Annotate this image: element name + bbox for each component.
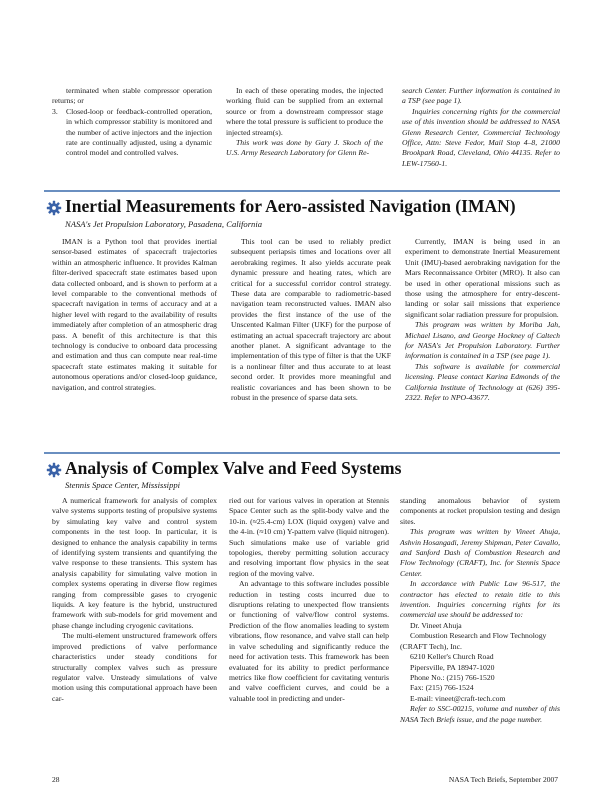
article-source: Stennis Space Center, Mississippi	[65, 480, 181, 490]
paragraph: The multi-element unstructured framework offers improved predictions of valve performance characteristics under steady conditions for structurally complex valves such as pressure regulator valve. Unsteady simulations of valve motion using this computational approach have been car-	[52, 631, 217, 703]
publication-name: NASA Tech Briefs, September 2007	[448, 775, 558, 784]
top-col1	[52, 86, 212, 159]
list-item-number: 3.	[52, 106, 58, 116]
article2-col3	[400, 496, 560, 725]
credit: This program was written by Moriba Jah, Michael Lisano, and George Hockney of Caltech for NASA's Jet Propulsion Laboratory. Further information is contained in a TSP (see page 1).	[405, 320, 560, 361]
top-col2	[226, 86, 383, 159]
page-number: 28	[52, 775, 60, 784]
address-line: 6210 Keller's Church Road	[410, 652, 494, 662]
address-line: Combustion Research and Flow Technology (CRAFT Tech), Inc.	[400, 631, 547, 651]
section-rule	[44, 452, 560, 454]
list-item-3	[52, 107, 212, 159]
legal-notice: In accordance with Public Law 96-517, the contractor has elected to retain title to this invention. Inquiries concerning rights for its commercial use should be addressed to:	[400, 579, 560, 620]
address-line: Fax: (215) 766-1524	[410, 683, 474, 693]
cont-line: terminated when stable compressor operation returns; or	[52, 86, 212, 106]
gear-icon	[46, 462, 62, 478]
section-rule	[44, 190, 560, 192]
article1-col3	[405, 237, 560, 404]
article2-col1	[52, 496, 217, 704]
top-col3	[402, 86, 560, 169]
inquiries: Inquiries concerning rights for the commercial use of this invention should be addressed to NASA Glenn Research Center, Commercial Technology Office, Attn: Steve Fedor, Mail Stop 4–8, 21000 Brookpark Road, Cleveland, Ohio 44135. Refer to LEW-17560-1.	[402, 106, 560, 168]
paragraph: IMAN is a Python tool that provides inertial sensor-based estimates of spacecraft trajectories within an atmospheric influence. It provides Kalman filter-derived spacecraft state estimates based upon data collected onboard, and is shown to perform at a level comparable to the conventional methods of spacecraft navigation in terms of accuracy and at a higher level with regard to the availability of results immediately after completion of an atmospheric drag pass. A benefit of this architecture is that this technology is conducive to onboard data processing and estimation and thus can compute near real-time spacecraft state estimates making it suitable for autonomous operations and/or closed-loop guidance, navigation, and control strategies.	[52, 237, 217, 392]
licensing: This software is available for commercial licensing. Please contact Karina Edmonds of the California Institute of Technology at (626) 395-2322. Refer to NPO-43677.	[405, 361, 560, 403]
article1-col1	[52, 237, 217, 393]
paragraph: A numerical framework for analysis of complex valve systems supports testing of propulsive systems by simulating key valve and control system components in the test loop. In particular, it is designed to enhance the analysis capability in terms of identifying system transients and quantifying the valve response to these transients. This system has analysis capability for simulating valve motion in complex systems operating in diverse flow regimes ranging from compressible gases to cryogenic liquids. A key feature is the hybrid, unstructured framework with sub-models for grid movement and phase change including cryogenic cavitations.	[52, 496, 217, 630]
article-source: NASA's Jet Propulsion Laboratory, Pasadena, California	[65, 219, 263, 229]
article-title: Analysis of Complex Valve and Feed Systems	[65, 458, 402, 478]
address-line: Phone No.: (215) 766-1520	[410, 672, 495, 682]
paragraph: Currently, IMAN is being used in an experiment to demonstrate Inertial Measurement Unit (IMU)-based aerobraking navigation for the Mars Reconnaissance Orbiter (MRO). It also can be used in other operational missions such as those using the atmosphere for entry-descent-landing or solar sail missions that experience significant solar radiation pressure for propulsion.	[405, 237, 560, 319]
credit: This work was done by Gary J. Skoch of the U.S. Army Research Laboratory for Glenn Re-	[226, 138, 383, 158]
article2-col2	[229, 496, 389, 704]
paragraph: ried out for various valves in operation at Stennis Space Center such as the split-body valve and the 10-in. (≈25.4-cm) LOX (liquid oxygen) valve and the 4-in. (≈10 cm) Y-pattern valve (liquid nitrogen). Such simulations make use of variable grid topologies, thereby permitting solution accuracy and resolving important flow physics in the seat region of the moving valve.	[229, 496, 389, 578]
list-item-text: Closed-loop or feedback-controlled operation, in which compressor stability is monitored and the number of active injectors and the injection rate are continually adjusted, using a dynamic control model and controlled valves.	[66, 106, 212, 158]
address-line: E-mail: vineet@craft-tech.com	[410, 693, 506, 703]
paragraph: In each of these operating modes, the injected working fluid can be supplied from an external source or from a downstream compressor stage where the total pressure is sufficient to produce the injected stream(s).	[226, 86, 383, 137]
paragraph: An advantage to this software includes possible reduction in testing costs incurred due to disruptions relating to unexpected flow transients or functioning of valve/flow control systems. Prediction of the flow anomalies leading to system vibrations, flow resonance, and valve stall can help in valve scheduling and significantly reduce the need for activation tests. This framework has been evaluated for its ability to predict performance metrics like flow coefficient for cavitating venturis and valve coefficient curves, and could be a valuable tool in predicting and under-	[229, 579, 389, 703]
address-line: Pipersville, PA 18947-1020	[410, 662, 495, 672]
article1-col2	[231, 237, 391, 404]
credit: This program was written by Vineet Ahuja, Ashvin Hosangadi, Jeremy Shipman, Peter Cavallo, and Sanford Dash of Combustion Research and Flow Technology (CRAFT), Inc. for Stennis Space Center.	[400, 527, 560, 578]
paragraph: This tool can be used to reliably predict subsequent periapsis times and locations over all aerobraking regimes. It also yields accurate peak dynamic pressure and heating rates, which are critical for a successful corridor control strategy. These data are comparable to radiometric-based navigation team reconstructed values. IMAN also provides the first instance of the use of the Unscented Kalman Filter (UKF) for the purpose of estimating an actual spacecraft trajectory arc about another planet. A significant advantage to the implementation of this type of filter is that the UKF is a nonlinear filter and thus accurate to at least second order. It provides more meaningful and realistic covariances and has been shown to be robust in the presence of sparse data sets.	[231, 237, 391, 403]
gear-icon	[46, 200, 62, 216]
paragraph: standing anomalous behavior of system components at rocket propulsion testing and design sites.	[400, 496, 560, 526]
contact-address	[400, 621, 560, 704]
reference: Refer to SSC-00215, volume and number of this NASA Tech Briefs issue, and the page number.	[400, 704, 560, 724]
credit-cont: search Center. Further information is contained in a TSP (see page 1).	[402, 86, 560, 106]
address-line: Dr. Vineet Ahuja	[410, 620, 462, 630]
article-title: Inertial Measurements for Aero-assisted Navigation (IMAN)	[65, 196, 516, 216]
